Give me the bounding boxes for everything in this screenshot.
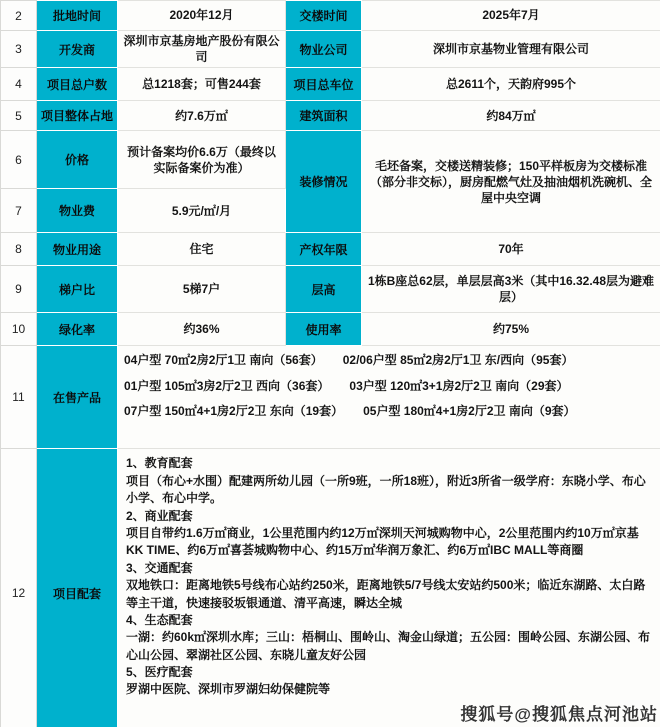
field-label: 梯户比 <box>37 266 118 313</box>
field-value: 约7.6万㎡ <box>118 101 286 131</box>
row-number: 8 <box>1 233 37 266</box>
field-label: 开发商 <box>37 31 118 68</box>
facilities-content <box>122 451 656 702</box>
field-value: 约84万㎡ <box>362 101 660 131</box>
table-row-site-area <box>1 101 660 131</box>
field-label: 物业用途 <box>37 233 118 266</box>
field-label: 项目总户数 <box>37 68 118 101</box>
field-value: 约75% <box>362 313 660 346</box>
field-label: 在售产品 <box>37 346 118 449</box>
table-row-elevator-ratio <box>1 266 660 313</box>
field-label: 层高 <box>286 266 362 313</box>
field-label: 批地时间 <box>37 1 118 31</box>
field-value: 约36% <box>118 313 286 346</box>
row-number: 3 <box>1 31 37 68</box>
row-number: 11 <box>1 346 37 449</box>
table-row-facilities <box>1 449 660 727</box>
row-number: 12 <box>1 449 37 727</box>
facility-section-text: 双地铁口：距离地铁5号线布心站约250米，距离地铁5/7号线太安站约500米；临近东湖路、太白路等主干道，快速接驳坂银通道、清平高速，瞬达全城 <box>126 578 646 610</box>
table-row-price <box>1 131 660 189</box>
row-number: 5 <box>1 101 37 131</box>
units-on-sale-cell <box>118 346 660 449</box>
field-value: 住宅 <box>118 233 286 266</box>
row-number: 7 <box>1 189 37 233</box>
field-label: 交楼时间 <box>286 1 362 31</box>
field-label: 价格 <box>37 131 118 189</box>
facility-section-title: 5、医疗配套 <box>126 665 193 680</box>
field-label: 装修情况 <box>286 131 362 233</box>
field-label: 建筑面积 <box>286 101 362 131</box>
facility-section-title: 4、生态配套 <box>126 612 193 627</box>
field-value: 2025年7月 <box>362 1 660 31</box>
field-label: 物业费 <box>37 189 118 233</box>
row-number: 4 <box>1 68 37 101</box>
row-number: 9 <box>1 266 37 313</box>
field-value: 2020年12月 <box>118 1 286 31</box>
table-row-units-on-sale <box>1 346 660 449</box>
field-label: 使用率 <box>286 313 362 346</box>
facilities-cell <box>118 449 660 727</box>
facility-section-title: 1、教育配套 <box>126 456 193 471</box>
field-value: 深圳市京基物业管理有限公司 <box>362 31 660 68</box>
field-label: 项目整体占地 <box>37 101 118 131</box>
field-value: 70年 <box>362 233 660 266</box>
sale-line: 07户型 150㎡4+1房2厅2卫 东向（19套） 05户型 180㎡4+1房2厅2卫 南向（9套） <box>124 403 576 418</box>
table-row-developer <box>1 31 660 68</box>
facility-section-text: 项目（布心+水围）配建两所幼儿园（一所9班，一所18班），附近3所省一级学府：东晓小学、布心小学、布心中学。 <box>126 473 646 506</box>
field-value: 预计备案均价6.6万（最终以实际备案价为准） <box>118 131 286 189</box>
field-label: 项目配套 <box>37 449 118 727</box>
field-value: 总1218套；可售244套 <box>118 68 286 101</box>
field-value: 5.9元/㎡/月 <box>118 189 286 233</box>
table-row-land-date <box>1 1 660 31</box>
sale-line: 01户型 105㎡3房2厅2卫 西向（36套） 03户型 120㎡3+1房2厅2卫 南向（29套） <box>124 378 569 393</box>
row-number: 6 <box>1 131 37 189</box>
watermark: 搜狐号@搜狐焦点河池站 <box>460 705 658 724</box>
table-row-total-units <box>1 68 660 101</box>
facility-section-title: 3、交通配套 <box>126 560 193 575</box>
facility-section-text: 项目自带约1.6万㎡商业，1公里范围内约12万㎡深圳天河城购物中心，2公里范围内约10万㎡京基KK TIME、约6万㎡喜荟城购物中心、约15万㎡华润万象汇、约6万㎡IBC MALL等商圈 <box>126 525 639 558</box>
table-row-usage <box>1 233 660 266</box>
field-value: 深圳市京基房地产股份有限公司 <box>118 31 286 68</box>
field-value: 5梯7户 <box>118 266 286 313</box>
field-value: 毛坯备案，交楼送精装修；150平样板房为交楼标准（部分非交标），厨房配燃气灶及抽油烟机洗碗机、全屋中央空调 <box>362 131 660 233</box>
facility-section-title: 2、商业配套 <box>126 508 193 523</box>
facility-section-text: 罗湖中医院、深圳市罗湖妇幼保健院等 <box>126 682 331 697</box>
field-label: 项目总车位 <box>286 68 362 101</box>
row-number: 2 <box>1 1 37 31</box>
table-row-green-ratio <box>1 313 660 346</box>
field-value: 1栋B座总62层，单层层高3米（其中16.32.48层为避难层） <box>362 266 660 313</box>
row-number: 10 <box>1 313 37 346</box>
field-value: 总2611个，天韵府995个 <box>362 68 660 101</box>
sale-line: 04户型 70㎡2房2厅1卫 南向（56套） 02/06户型 85㎡2房2厅1卫 东/西向（95套） <box>124 353 574 368</box>
field-label: 物业公司 <box>286 31 362 68</box>
field-label: 产权年限 <box>286 233 362 266</box>
facility-section-text: 一湖：约60k㎡深圳水库；三山：梧桐山、围岭山、淘金山绿道；五公园：围岭公园、东湖公园、布心山公园、翠湖社区公园、东晓儿童友好公园 <box>126 630 651 662</box>
field-label: 绿化率 <box>37 313 118 346</box>
